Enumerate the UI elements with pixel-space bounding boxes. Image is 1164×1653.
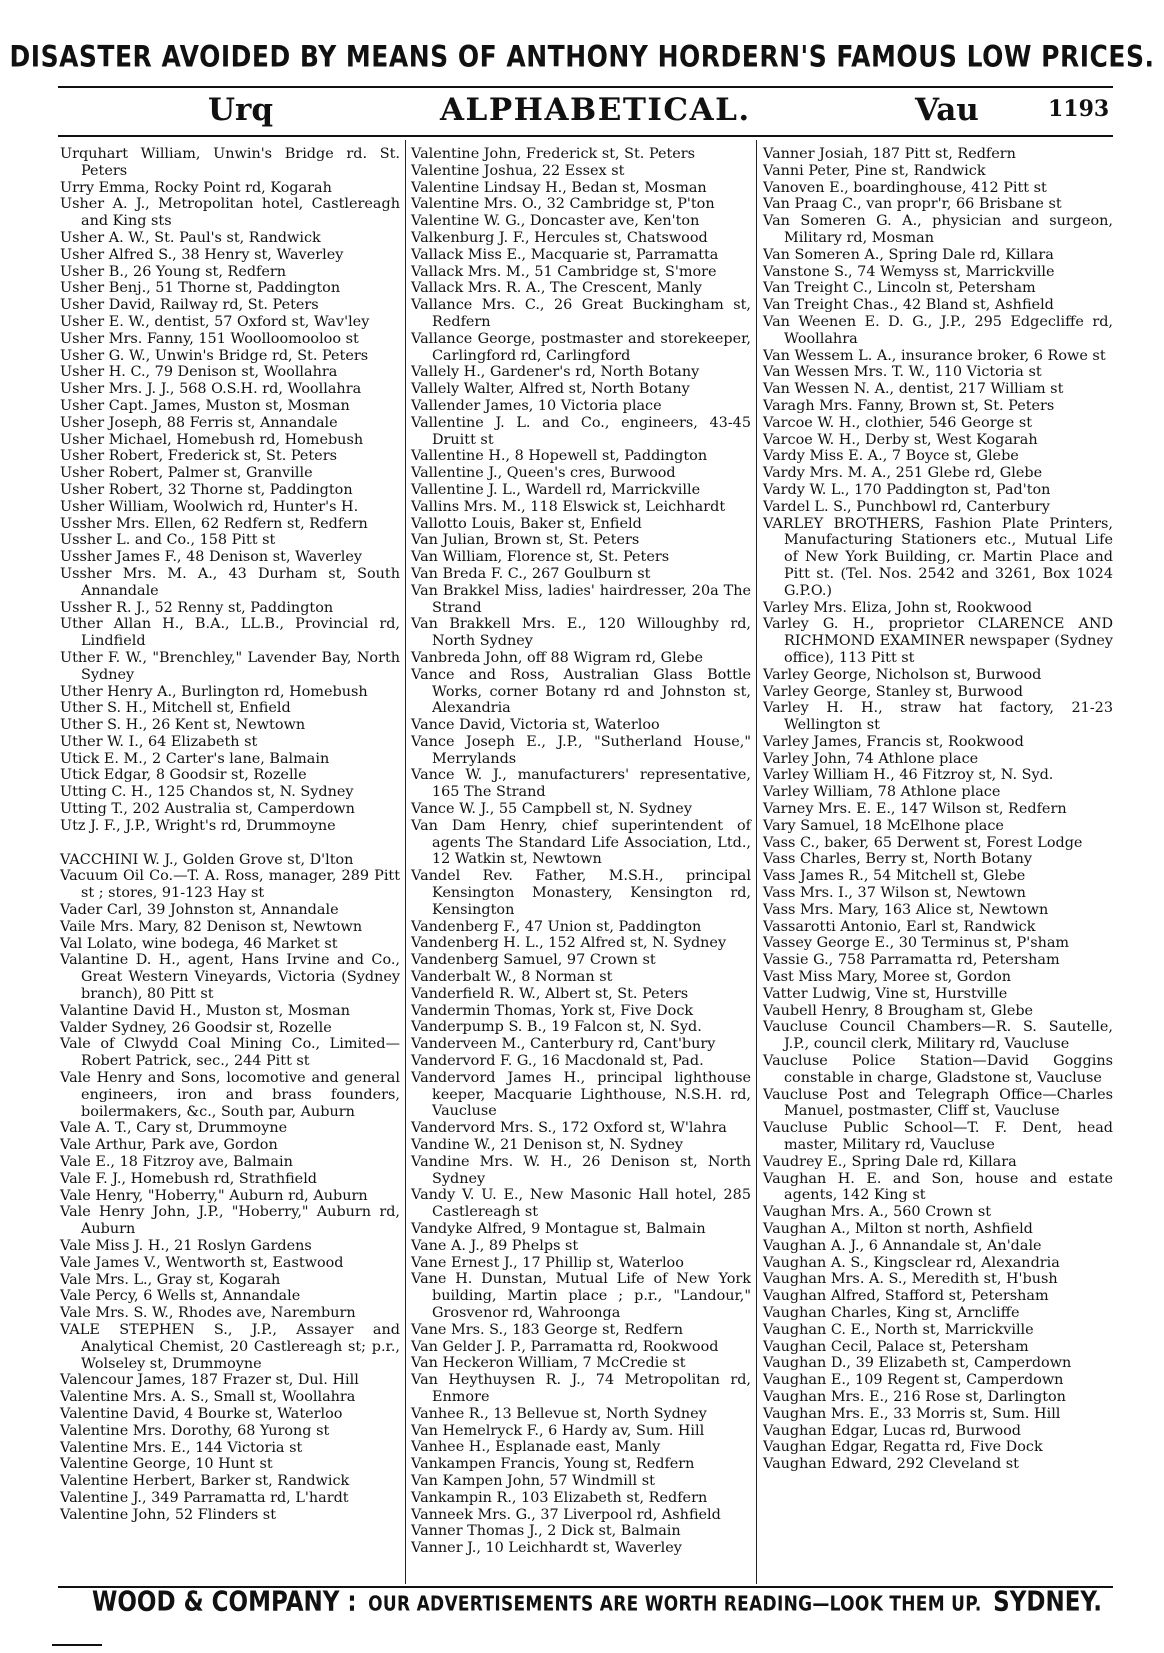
directory-entry: Vale Henry, "Hoberry," Auburn rd, Auburn bbox=[60, 1187, 368, 1204]
directory-entry: Valentine Mrs. Dorothy, 68 Yurong st bbox=[60, 1422, 330, 1439]
directory-entry: Valder Sydney, 26 Goodsir st, Rozelle bbox=[60, 1019, 332, 1036]
directory-entry: Usher David, Railway rd, St. Peters bbox=[60, 297, 319, 314]
directory-entry: Utting C. H., 125 Chandos st, N. Sydney bbox=[60, 784, 354, 801]
directory-entry: Vaughan Edgar, Lucas rd, Burwood bbox=[763, 1422, 1022, 1439]
directory-entry: Vanner J., 10 Leichhardt st, Waverley bbox=[411, 1540, 682, 1557]
directory-entry: Van Heythuysen R. J., 74 Metropolitan rd, Enmore bbox=[411, 1372, 751, 1405]
directory-entry: Vaubell Henry, 8 Brougham st, Glebe bbox=[763, 1002, 1034, 1019]
directory-column-3 bbox=[763, 146, 1113, 1473]
directory-entry: Vaile Mrs. Mary, 82 Denison st, Newtown bbox=[60, 918, 363, 935]
directory-entry: Vance W. J., 55 Campbell st, N. Sydney bbox=[411, 801, 692, 818]
advertiser-city: SYDNEY. bbox=[993, 1586, 1102, 1618]
directory-entry: Van Gelder J. P., Parramatta rd, Rookwood bbox=[411, 1338, 719, 1355]
directory-entry: Varley John, 74 Athlone place bbox=[763, 750, 979, 767]
advertiser-name: WOOD & COMPANY : bbox=[92, 1586, 357, 1618]
directory-entry: Van Julian, Brown st, St. Peters bbox=[411, 532, 640, 549]
directory-entry: Vale Henry John, J.P., "Hoberry," Auburn rd, Auburn bbox=[60, 1204, 400, 1238]
directory-entry: Van Wessem L. A., insurance broker, 6 Rowe st bbox=[763, 347, 1106, 364]
directory-entry: Van Treight Chas., 42 Bland st, Ashfield bbox=[763, 297, 1054, 314]
directory-entry: Ussher Mrs. Ellen, 62 Redfern st, Redfern bbox=[60, 515, 368, 532]
page-number: 1193 bbox=[1048, 96, 1110, 122]
directory-entry: Vallentine J. L., Wardell rd, Marrickville bbox=[411, 481, 701, 498]
directory-entry: Utick Edgar, 8 Goodsir st, Rozelle bbox=[60, 767, 307, 784]
directory-entry: Utick E. M., 2 Carter's lane, Balmain bbox=[60, 750, 330, 767]
directory-entry: Vaughan Mrs. A. S., Meredith st, H'bush bbox=[763, 1271, 1058, 1288]
directory-entry: Vast Miss Mary, Moree st, Gordon bbox=[763, 969, 1012, 986]
directory-entry: Vaughan Charles, King st, Arncliffe bbox=[763, 1304, 1020, 1321]
running-head-title: ALPHABETICAL. bbox=[440, 92, 751, 128]
directory-entry: Van Treight C., Lincoln st, Petersham bbox=[763, 280, 1036, 297]
directory-entry: Vanderfield R. W., Albert st, St. Peters bbox=[411, 985, 689, 1002]
directory-entry: Vaughan Edward, 292 Cleveland st bbox=[763, 1456, 1019, 1473]
directory-entry: Vanderbalt W., 8 Norman st bbox=[411, 969, 613, 986]
directory-entry: Valentine W. G., Doncaster ave, Ken'ton bbox=[411, 213, 700, 230]
directory-entry: Vaughan A. S., Kingsclear rd, Alexandria bbox=[763, 1254, 1060, 1271]
directory-entry: Usher Robert, Palmer st, Granville bbox=[60, 465, 313, 482]
directory-entry: Vass Mrs. Mary, 163 Alice st, Newtown bbox=[763, 901, 1049, 918]
directory-entry: Vass C., baker, 65 Derwent st, Forest Lodge bbox=[763, 834, 1083, 851]
directory-entry: Vaughan Edgar, Regatta rd, Five Dock bbox=[763, 1439, 1043, 1456]
directory-entry: Vaucluse Council Chambers—R. S. Sautelle, J.P., council clerk, Military rd, Vaucluse bbox=[763, 1019, 1113, 1053]
directory-entry: Vanstone S., 74 Wemyss st, Marrickville bbox=[763, 263, 1055, 280]
directory-entry: Van Weenen E. D. G., J.P., 295 Edgecliffe rd, Woollahra bbox=[763, 313, 1113, 347]
directory-entry: Vary Samuel, 18 McElhone place bbox=[763, 817, 1004, 834]
directory-entry: Vallely Walter, Alfred st, North Botany bbox=[411, 381, 690, 398]
directory-entry: Usher Michael, Homebush rd, Homebush bbox=[60, 431, 364, 448]
directory-entry: Vardel L. S., Punchbowl rd, Canterbury bbox=[763, 498, 1050, 515]
directory-entry: Vaucluse Public School—T. F. Dent, head master, Military rd, Vaucluse bbox=[763, 1120, 1113, 1154]
directory-entry: Vanderveen M., Canterbury rd, Cant'bury bbox=[411, 1036, 716, 1053]
directory-entry: Vanhee H., Esplanade east, Manly bbox=[411, 1439, 661, 1456]
running-head-last-entry: Vau bbox=[915, 92, 979, 128]
directory-entry: Valencour James, 187 Frazer st, Dul. Hill bbox=[60, 1372, 359, 1389]
directory-entry: Valentine George, 10 Hunt st bbox=[60, 1456, 273, 1473]
directory-entry: Utting T., 202 Australia st, Camperdown bbox=[60, 801, 355, 818]
directory-entry: Van Dam Henry, chief superintendent of agents The Standard Life Association, Ltd., 12 Watkin st, Newtown bbox=[411, 817, 751, 868]
directory-entry: Vaughan Alfred, Stafford st, Petersham bbox=[763, 1288, 1049, 1305]
directory-entry: Vaughan Mrs. E., 216 Rose st, Darlington bbox=[763, 1388, 1066, 1405]
column-divider bbox=[756, 140, 757, 1584]
directory-entry: Vanoven E., boardinghouse, 412 Pitt st bbox=[763, 179, 1047, 196]
top-advertisement-banner: DISASTER AVOIDED BY MEANS OF ANTHONY HORDERN'S FAMOUS LOW PRICES. bbox=[9, 39, 1155, 74]
directory-entry: Van Brakkell Mrs. E., 120 Willoughby rd, North Sydney bbox=[411, 616, 751, 650]
directory-entry: Vaucluse Police Station—David Goggins constable in charge, Gladstone st, Vaucluse bbox=[763, 1053, 1113, 1086]
directory-column-1 bbox=[60, 146, 400, 1524]
directory-entry: Vaughan D., 39 Elizabeth st, Camperdown bbox=[763, 1355, 1072, 1372]
directory-entry: Van William, Florence st, St. Peters bbox=[411, 549, 670, 566]
directory-entry: Vardy Miss E. A., 7 Boyce st, Glebe bbox=[763, 448, 1019, 465]
directory-entry: Vallance Mrs. C., 26 Great Buckingham st, Redfern bbox=[411, 297, 751, 330]
printer-mark bbox=[52, 1644, 102, 1646]
top-rule bbox=[58, 86, 1113, 88]
directory-entry: Valantine David H., Muston st, Mosman bbox=[60, 1002, 351, 1019]
directory-entry: Vandervord James H., principal lighthouse keeper, Macquarie Lighthouse, N.S.H. rd, Vaucluse bbox=[411, 1069, 751, 1120]
directory-entry: Valentine Mrs. A. S., Small st, Woollahra bbox=[60, 1389, 356, 1406]
directory-entry: Val Lolato, wine bodega, 46 Market st bbox=[60, 935, 338, 952]
directory-entry: Van Heckeron William, 7 McCredie st bbox=[411, 1355, 686, 1372]
section-gap bbox=[60, 835, 400, 852]
directory-entry: Ussher L. and Co., 158 Pitt st bbox=[60, 532, 276, 549]
directory-entry: Vanner Josiah, 187 Pitt st, Redfern bbox=[763, 146, 1016, 162]
directory-entry: Vanneek Mrs. G., 37 Liverpool rd, Ashfield bbox=[411, 1506, 721, 1523]
directory-entry: Varley William, 78 Athlone place bbox=[763, 784, 1001, 801]
directory-entry: Vallentine J., Queen's cres, Burwood bbox=[411, 465, 676, 482]
directory-entry: Vassie G., 758 Parramatta rd, Petersham bbox=[763, 952, 1060, 969]
directory-entry: Usher Mrs. Fanny, 151 Woolloomooloo st bbox=[60, 330, 359, 347]
directory-entry: Van Breda F. C., 267 Goulburn st bbox=[411, 565, 651, 582]
directory-entry: Usher Mrs. J. J., 568 O.S.H. rd, Woollahra bbox=[60, 381, 362, 398]
directory-entry: Vassarotti Antonio, Earl st, Randwick bbox=[763, 918, 1036, 935]
directory-entry: Vale Henry and Sons, locomotive and general engineers, iron and brass founders, boilermakers, &c., South par, Auburn bbox=[60, 1070, 400, 1120]
directory-entry: Usher H. C., 79 Denison st, Woollahra bbox=[60, 364, 338, 381]
directory-entry: Utz J. F., J.P., Wright's rd, Drummoyne bbox=[60, 817, 336, 834]
directory-entry: Varley H. H., straw hat factory, 21-23 Wellington st bbox=[763, 700, 1113, 734]
directory-entry: Van Wessen N. A., dentist, 217 William st bbox=[763, 381, 1064, 398]
directory-entry: Vandine Mrs. W. H., 26 Denison st, North Sydney bbox=[411, 1153, 751, 1187]
directory-entry: Varley G. H., proprietor CLARENCE AND RICHMOND EXAMINER newspaper (Sydney office), 113 Pitt st bbox=[763, 616, 1113, 666]
directory-entry: Vanni Peter, Pine st, Randwick bbox=[763, 162, 986, 179]
directory-entry: Vaughan H. E. and Son, house and estate agents, 142 King st bbox=[763, 1170, 1113, 1204]
directory-entry: Van Hemelryck F., 6 Hardy av, Sum. Hill bbox=[411, 1422, 705, 1439]
directory-entry: Varcoe W. H., Derby st, West Kogarah bbox=[763, 431, 1038, 448]
directory-entry: Vance Joseph E., J.P., "Sutherland House," Merrylands bbox=[411, 733, 751, 767]
directory-entry: Vacuum Oil Co.—T. A. Ross, manager, 289 Pitt st ; stores, 91-123 Hay st bbox=[60, 868, 400, 902]
directory-entry: Vaughan A. J., 6 Annandale st, An'dale bbox=[763, 1237, 1042, 1254]
directory-entry: Valentine John, 52 Flinders st bbox=[60, 1506, 276, 1523]
directory-entry: Vaughan Mrs. E., 33 Morris st, Sum. Hill bbox=[763, 1405, 1061, 1422]
directory-entry: Uther W. I., 64 Elizabeth st bbox=[60, 733, 258, 750]
directory-entry: Varley Mrs. Eliza, John st, Rookwood bbox=[763, 599, 1033, 616]
directory-entry: Vane Ernest J., 17 Phillip st, Waterloo bbox=[411, 1254, 684, 1271]
directory-entry: Vandy V. U. E., New Masonic Hall hotel, 285 Castlereagh st bbox=[411, 1187, 751, 1221]
directory-entry: Vane H. Dunstan, Mutual Life of New York building, Martin place ; p.r., "Landour," Grosvenor rd, Wahroonga bbox=[411, 1271, 751, 1321]
directory-entry: Varley James, Francis st, Rookwood bbox=[763, 733, 1024, 750]
directory-entry: Urquhart William, Unwin's Bridge rd. St. Peters bbox=[60, 146, 400, 179]
directory-entry: Usher A. J., Metropolitan hotel, Castlereagh and King sts bbox=[60, 196, 400, 230]
directory-entry: Vallack Miss E., Macquarie st, Parramatta bbox=[411, 246, 719, 263]
directory-entry: Valantine D. H., agent, Hans Irvine and Co., Great Western Vineyards, Victoria (Sydney branch), 80 Pitt st bbox=[60, 952, 400, 1003]
directory-entry: Usher William, Woolwich rd, Hunter's H. bbox=[60, 498, 359, 515]
running-head-first-entry: Urq bbox=[208, 92, 274, 128]
directory-entry: Valkenburg J. F., Hercules st, Chatswood bbox=[411, 229, 708, 246]
directory-entry: Vardy Mrs. M. A., 251 Glebe rd, Glebe bbox=[763, 465, 1043, 482]
directory-entry: Uther Henry A., Burlington rd, Homebush bbox=[60, 683, 368, 700]
directory-entry: VACCHINI W. J., Golden Grove st, D'lton bbox=[60, 851, 354, 868]
directory-entry: Vaughan C. E., North st, Marrickville bbox=[763, 1321, 1034, 1338]
directory-entry: Vanner Thomas J., 2 Dick st, Balmain bbox=[411, 1523, 681, 1540]
bottom-advertisement-banner bbox=[92, 1586, 1102, 1617]
directory-entry: Vass Mrs. I., 37 Wilson st, Newtown bbox=[763, 885, 1026, 902]
directory-entry: Varley William H., 46 Fitzroy st, N. Syd. bbox=[763, 767, 1054, 784]
directory-entry: Usher G. W., Unwin's Bridge rd, St. Peters bbox=[60, 347, 369, 364]
directory-entry: Varley George, Nicholson st, Burwood bbox=[763, 666, 1042, 683]
directory-entry: Vandenberg Samuel, 97 Crown st bbox=[411, 952, 656, 969]
directory-entry: Usher Capt. James, Muston st, Mosman bbox=[60, 397, 350, 414]
directory-entry: VARLEY BROTHERS, Fashion Plate Printers, Manufacturing Stationers etc., Mutual Life of New York Building, cr. Martin Place and Pitt st. (Tel. Nos. 2542 and 3261, Box 1024 G.P.O.) bbox=[763, 515, 1113, 599]
directory-entry: Vatter Ludwig, Vine st, Hurstville bbox=[763, 985, 1008, 1002]
directory-entry: Vale Mrs. S. W., Rhodes ave, Naremburn bbox=[60, 1305, 356, 1322]
directory-entry: Vallely H., Gardener's rd, North Botany bbox=[411, 364, 700, 381]
directory-entry: Vaughan A., Milton st north, Ashfield bbox=[763, 1221, 1033, 1237]
directory-entry: Valentine Herbert, Barker st, Randwick bbox=[60, 1473, 350, 1490]
directory-entry: Vandermin Thomas, York st, Five Dock bbox=[411, 1002, 694, 1019]
directory-entry: Vale A. T., Cary st, Drummoyne bbox=[60, 1120, 288, 1137]
directory-entry: VALE STEPHEN S., J.P., Assayer and Analytical Chemist, 20 Castlereagh st; p.r., Wolseley st, Drummoyne bbox=[60, 1321, 400, 1372]
directory-entry: Varney Mrs. E. E., 147 Wilson st, Redfern bbox=[763, 801, 1067, 818]
directory-entry: Vandervord Mrs. S., 172 Oxford st, W'lahra bbox=[411, 1120, 727, 1137]
directory-entry: Usher B., 26 Young st, Redfern bbox=[60, 263, 287, 280]
directory-entry: Vass James R., 54 Mitchell st, Glebe bbox=[763, 868, 1026, 885]
directory-entry: Vaughan E., 109 Regent st, Camperdown bbox=[763, 1372, 1064, 1389]
directory-entry: Usher E. W., dentist, 57 Oxford st, Wav'ley bbox=[60, 313, 370, 330]
directory-entry: Uther Allan H., B.A., LL.B., Provincial rd, Lindfield bbox=[60, 616, 400, 650]
directory-entry: Vale Arthur, Park ave, Gordon bbox=[60, 1137, 278, 1154]
directory-entry: Valentine J., 349 Parramatta rd, L'hardt bbox=[60, 1489, 349, 1506]
directory-entry: Vandine W., 21 Denison st, N. Sydney bbox=[411, 1137, 684, 1154]
directory-entry: Varcoe W. H., clothier, 546 George st bbox=[763, 414, 1033, 431]
header-rule bbox=[58, 135, 1113, 137]
directory-entry: Vandyke Alfred, 9 Montague st, Balmain bbox=[411, 1221, 706, 1237]
directory-entry: Vale of Clwydd Coal Mining Co., Limited—Robert Patrick, sec., 244 Pitt st bbox=[60, 1036, 400, 1070]
directory-entry: Varley George, Stanley st, Burwood bbox=[763, 683, 1023, 700]
directory-entry: Vaughan Mrs. A., 560 Crown st bbox=[763, 1204, 992, 1221]
directory-entry: Vallack Mrs. R. A., The Crescent, Manly bbox=[411, 280, 702, 297]
directory-entry: Varagh Mrs. Fanny, Brown st, St. Peters bbox=[763, 397, 1055, 414]
directory-entry: Ussher James F., 48 Denison st, Waverley bbox=[60, 549, 362, 566]
directory-entry: Vass Charles, Berry st, North Botany bbox=[763, 851, 1033, 868]
directory-entry: Vance W. J., manufacturers' representative, 165 The Strand bbox=[411, 767, 751, 801]
directory-entry: Vale Percy, 6 Wells st, Annandale bbox=[60, 1288, 301, 1305]
directory-entry: Vandervord F. G., 16 Macdonald st, Pad. bbox=[411, 1053, 704, 1070]
directory-entry: Vardy W. L., 170 Paddington st, Pad'ton bbox=[763, 481, 1051, 498]
directory-entry: Usher Robert, 32 Thorne st, Paddington bbox=[60, 481, 353, 498]
directory-entry: Usher Robert, Frederick st, St. Peters bbox=[60, 448, 337, 465]
directory-entry: Vandenberg F., 47 Union st, Paddington bbox=[411, 918, 702, 935]
directory-entry: Valentine Lindsay H., Bedan st, Mosman bbox=[411, 179, 707, 196]
directory-entry: Vandenberg H. L., 152 Alfred st, N. Sydney bbox=[411, 935, 727, 952]
directory-entry: Valentine John, Frederick st, St. Peters bbox=[411, 146, 696, 162]
directory-entry: Van Kampen John, 57 Windmill st bbox=[411, 1472, 655, 1489]
advertisement-slogan: OUR ADVERTISEMENTS ARE WORTH READING—LOOK THEM UP. bbox=[368, 1592, 982, 1617]
directory-entry: Valentine David, 4 Bourke st, Waterloo bbox=[60, 1405, 343, 1422]
directory-entry: Van Wessen Mrs. T. W., 110 Victoria st bbox=[763, 364, 1042, 381]
directory-entry: Vaughan Cecil, Palace st, Petersham bbox=[763, 1338, 1029, 1355]
directory-entry: Vance and Ross, Australian Glass Bottle Works, corner Botany rd and Johnston st, Alexandria bbox=[411, 666, 751, 717]
directory-entry: Vale F. J., Homebush rd, Strathfield bbox=[60, 1170, 318, 1187]
directory-entry: Vandel Rev. Father, M.S.H., principal Kensington Monastery, Kensington rd, Kensington bbox=[411, 868, 751, 918]
directory-entry: Usher Alfred S., 38 Henry st, Waverley bbox=[60, 246, 344, 263]
directory-column-2 bbox=[411, 146, 751, 1557]
directory-entry: Vale Mrs. L., Gray st, Kogarah bbox=[60, 1271, 281, 1288]
directory-entry: Vankampen Francis, Young st, Redfern bbox=[411, 1456, 695, 1473]
directory-entry: Van Someren G. A., physician and surgeon, Military rd, Mosman bbox=[763, 213, 1113, 246]
directory-entry: Vallins Mrs. M., 118 Elswick st, Leichhardt bbox=[411, 498, 726, 515]
directory-entry: Ussher Mrs. M. A., 43 Durham st, South Annandale bbox=[60, 565, 400, 599]
directory-entry: Vanhee R., 13 Bellevue st, North Sydney bbox=[411, 1405, 707, 1422]
directory-entry: Vallack Mrs. M., 51 Cambridge st, S'more bbox=[411, 263, 717, 280]
directory-entry: Uther S. H., Mitchell st, Enfield bbox=[60, 700, 291, 717]
directory-entry: Vallender James, 10 Victoria place bbox=[411, 397, 662, 414]
directory-entry: Vankampin R., 103 Elizabeth st, Redfern bbox=[411, 1489, 708, 1506]
directory-entry: Vane Mrs. S., 183 George st, Redfern bbox=[411, 1321, 683, 1338]
directory-entry: Vallotto Louis, Baker st, Enfield bbox=[411, 515, 642, 532]
directory-entry: Ussher R. J., 52 Renny st, Paddington bbox=[60, 599, 334, 616]
directory-entry: Vale Miss J. H., 21 Roslyn Gardens bbox=[60, 1238, 312, 1254]
directory-entry: Uther F. W., "Brenchley," Lavender Bay, North Sydney bbox=[60, 649, 400, 683]
directory-entry: Vale James V., Wentworth st, Eastwood bbox=[60, 1254, 344, 1271]
directory-entry: Van Praag C., van propr'r, 66 Brisbane st bbox=[763, 196, 1062, 213]
directory-entry: Vale E., 18 Fitzroy ave, Balmain bbox=[60, 1154, 293, 1171]
directory-entry: Vane A. J., 89 Phelps st bbox=[411, 1237, 579, 1254]
directory-entry: Uther S. H., 26 Kent st, Newtown bbox=[60, 717, 306, 734]
directory-entry: Vallentine J. L. and Co., engineers, 43-45 Druitt st bbox=[411, 414, 751, 448]
column-divider bbox=[405, 140, 406, 1584]
directory-entry: Van Someren A., Spring Dale rd, Killara bbox=[763, 246, 1054, 263]
directory-entry: Valentine Mrs. O., 32 Cambridge st, P'ton bbox=[411, 196, 715, 213]
directory-entry: Urry Emma, Rocky Point rd, Kogarah bbox=[60, 179, 332, 196]
directory-entry: Usher Joseph, 88 Ferris st, Annandale bbox=[60, 414, 338, 431]
directory-entry: Vance David, Victoria st, Waterloo bbox=[411, 717, 660, 734]
directory-entry: Vader Carl, 39 Johnston st, Annandale bbox=[60, 902, 339, 919]
directory-entry: Vallance George, postmaster and storekeeper, Carlingford rd, Carlingford bbox=[411, 330, 751, 364]
directory-entry: Valentine Mrs. E., 144 Victoria st bbox=[60, 1439, 303, 1456]
directory-entry: Vassey George E., 30 Terminus st, P'sham bbox=[763, 935, 1070, 952]
directory-entry: Vallentine H., 8 Hopewell st, Paddington bbox=[411, 448, 708, 465]
directory-entry: Vanderpump S. B., 19 Falcon st, N. Syd. bbox=[411, 1019, 702, 1036]
directory-entry: Van Brakkel Miss, ladies' hairdresser, 20a The Strand bbox=[411, 582, 751, 616]
directory-entry: Usher Benj., 51 Thorne st, Paddington bbox=[60, 280, 341, 297]
directory-entry: Valentine Joshua, 22 Essex st bbox=[411, 162, 625, 179]
directory-entry: Vaucluse Post and Telegraph Office—Charles Manuel, postmaster, Cliff st, Vaucluse bbox=[763, 1086, 1113, 1120]
directory-entry: Vaudrey E., Spring Dale rd, Killara bbox=[763, 1153, 1017, 1170]
directory-entry: Usher A. W., St. Paul's st, Randwick bbox=[60, 229, 321, 246]
directory-entry: Vanbreda John, off 88 Wigram rd, Glebe bbox=[411, 649, 703, 666]
